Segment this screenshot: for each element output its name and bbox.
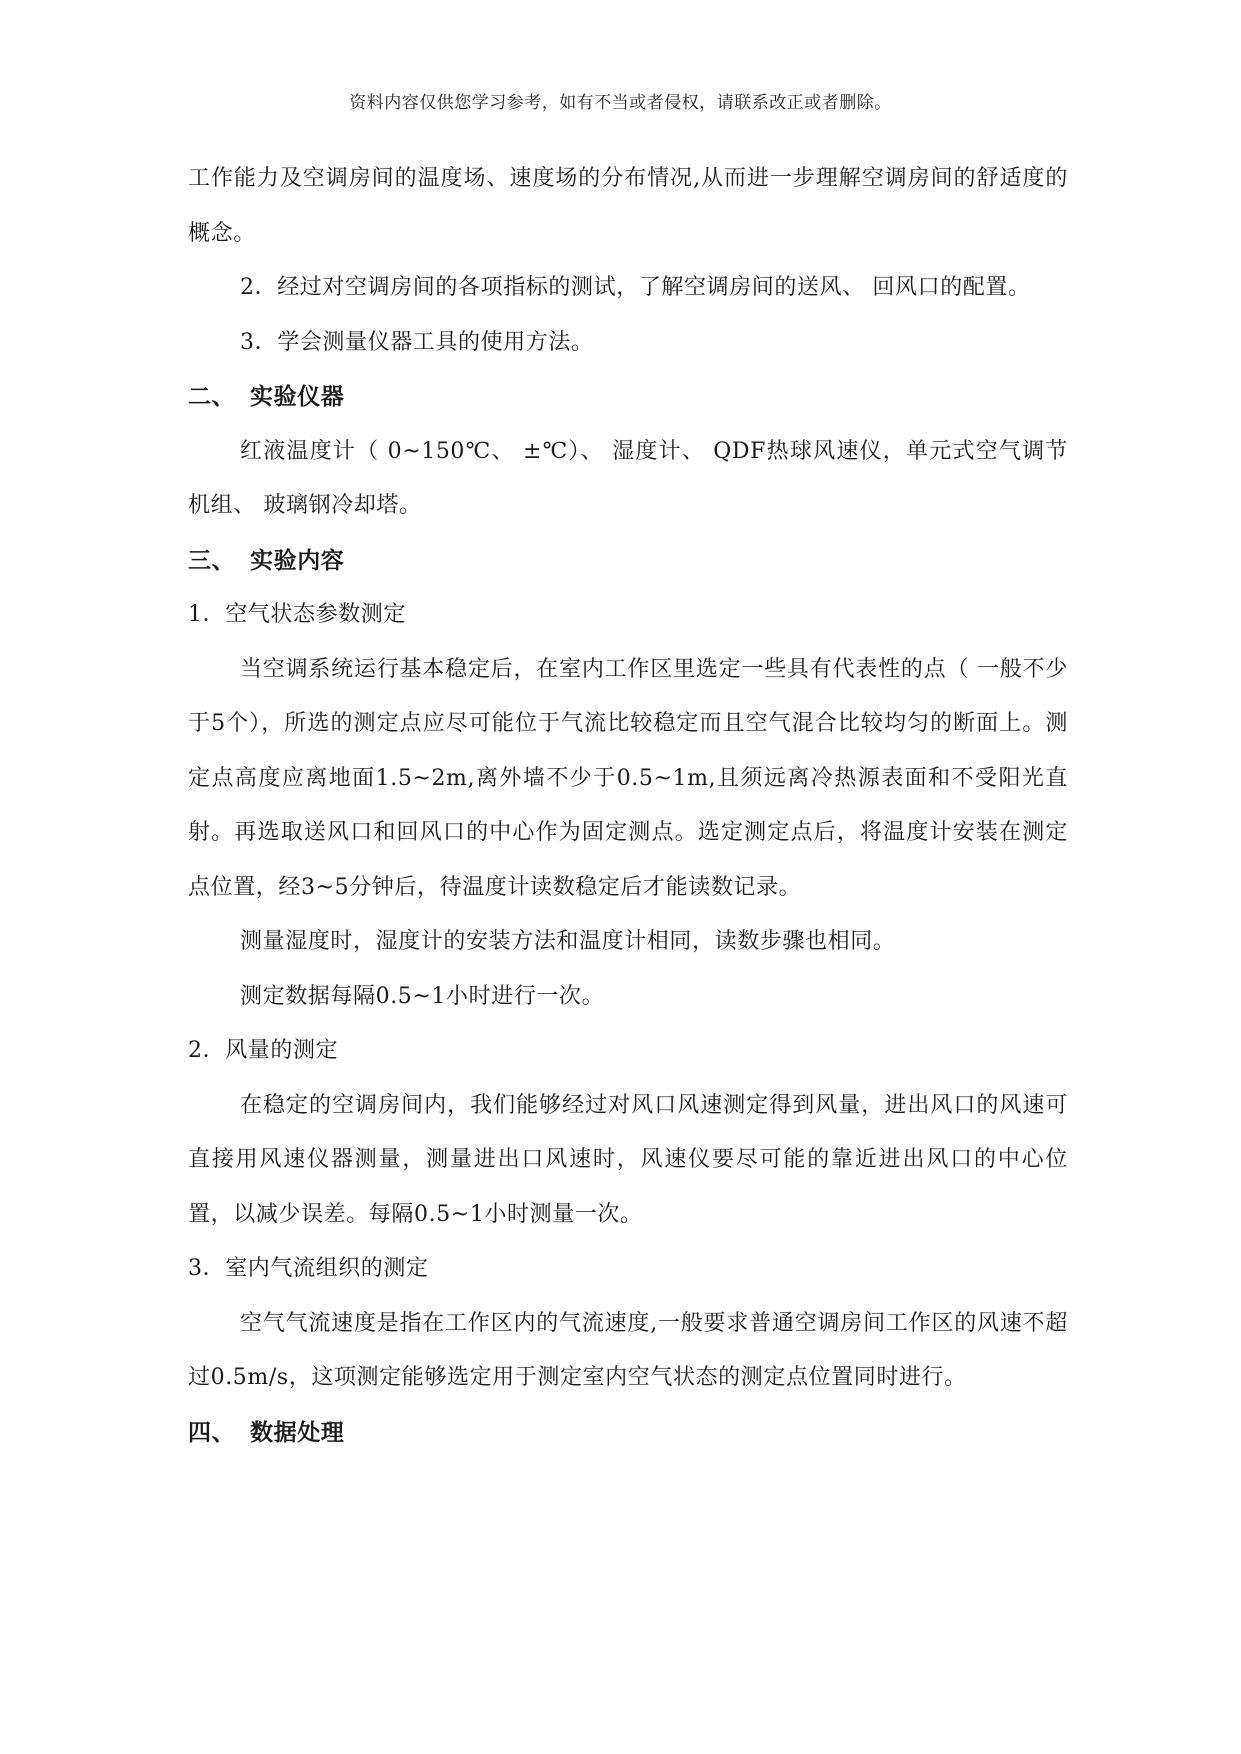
section-heading-content <box>188 534 1068 589</box>
paragraph-airflow: 空气气流速度是指在工作区内的气流速度,一般要求普通空调房间工作区的风速不超过0.5m/s，这项测定能够选定用于测定室内空气状态的测定点位置同时进行。 <box>188 1310 1068 1390</box>
section-title: 数据处理 <box>250 1419 345 1446</box>
paragraph-air-volume: 在稳定的空调房间内，我们能够经过对风口风速测定得到风量，进出风口的风速可直接用风速仪器测量，测量进出口风速时，风速仪要尽可能的靠近进出风口的中心位置，以减少误差。每隔0.5~1小时测量一次。 <box>188 1092 1068 1227</box>
section-number: 二、 <box>188 384 236 410</box>
subheading-air-volume: 2．风量的测定 <box>188 1038 339 1063</box>
document-body <box>188 152 1068 1460</box>
section-title: 实验内容 <box>250 547 345 574</box>
paragraph-interval: 测定数据每隔0.5~1小时进行一次。 <box>240 983 605 1009</box>
paragraph-objective-2: 2．经过对空调房间的各项指标的测试，了解空调房间的送风、 回风口的配置。 <box>240 275 1031 300</box>
section-heading-data-processing <box>188 1406 1068 1461</box>
paragraph-objectives-continued: 工作能力及空调房间的温度场、速度场的分布情况,从而进一步理解空调房间的舒适度的概念。 <box>188 166 1068 246</box>
paragraph-objective-3: 3．学会测量仪器工具的使用方法。 <box>240 329 594 355</box>
section-heading-instruments <box>188 370 1068 425</box>
subheading-airflow: 3．室内气流组织的测定 <box>188 1256 429 1281</box>
paragraph-humidity: 测量湿度时，湿度计的安装方法和温度计相同，读数步骤也相同。 <box>240 929 896 954</box>
section-title: 实验仪器 <box>250 384 345 410</box>
copyright-notice: 资料内容仅供您学习参考，如有不当或者侵权，请联系改正或者删除。 <box>349 93 892 113</box>
section-number: 四、 <box>188 1419 236 1446</box>
subheading-air-state: 1．空气状态参数测定 <box>188 602 406 627</box>
paragraph-instruments: 红液温度计（ 0~150℃、 ±℃）、 湿度计、 QDF热球风速仪，单元式空气调节机组、 玻璃钢冷却塔。 <box>188 438 1068 518</box>
paragraph-air-state: 当空调系统运行基本稳定后，在室内工作区里选定一些具有代表性的点（ 一般不少于5个），所选的测定点应尽可能位于气流比较稳定而且空气混合比较均匀的断面上。测定点高度应离地面1.5~2m,离外墙不少于0.5~1m,且须远离冷热源表面和不受阳光直射。再选取送风口和回风口的中心作为固定测点。选定测定点后，将温度计安装在测定点位置，经3~5分钟后，待温度计读数稳定后才能读数记录。 <box>188 656 1068 900</box>
section-number: 三、 <box>188 547 236 574</box>
